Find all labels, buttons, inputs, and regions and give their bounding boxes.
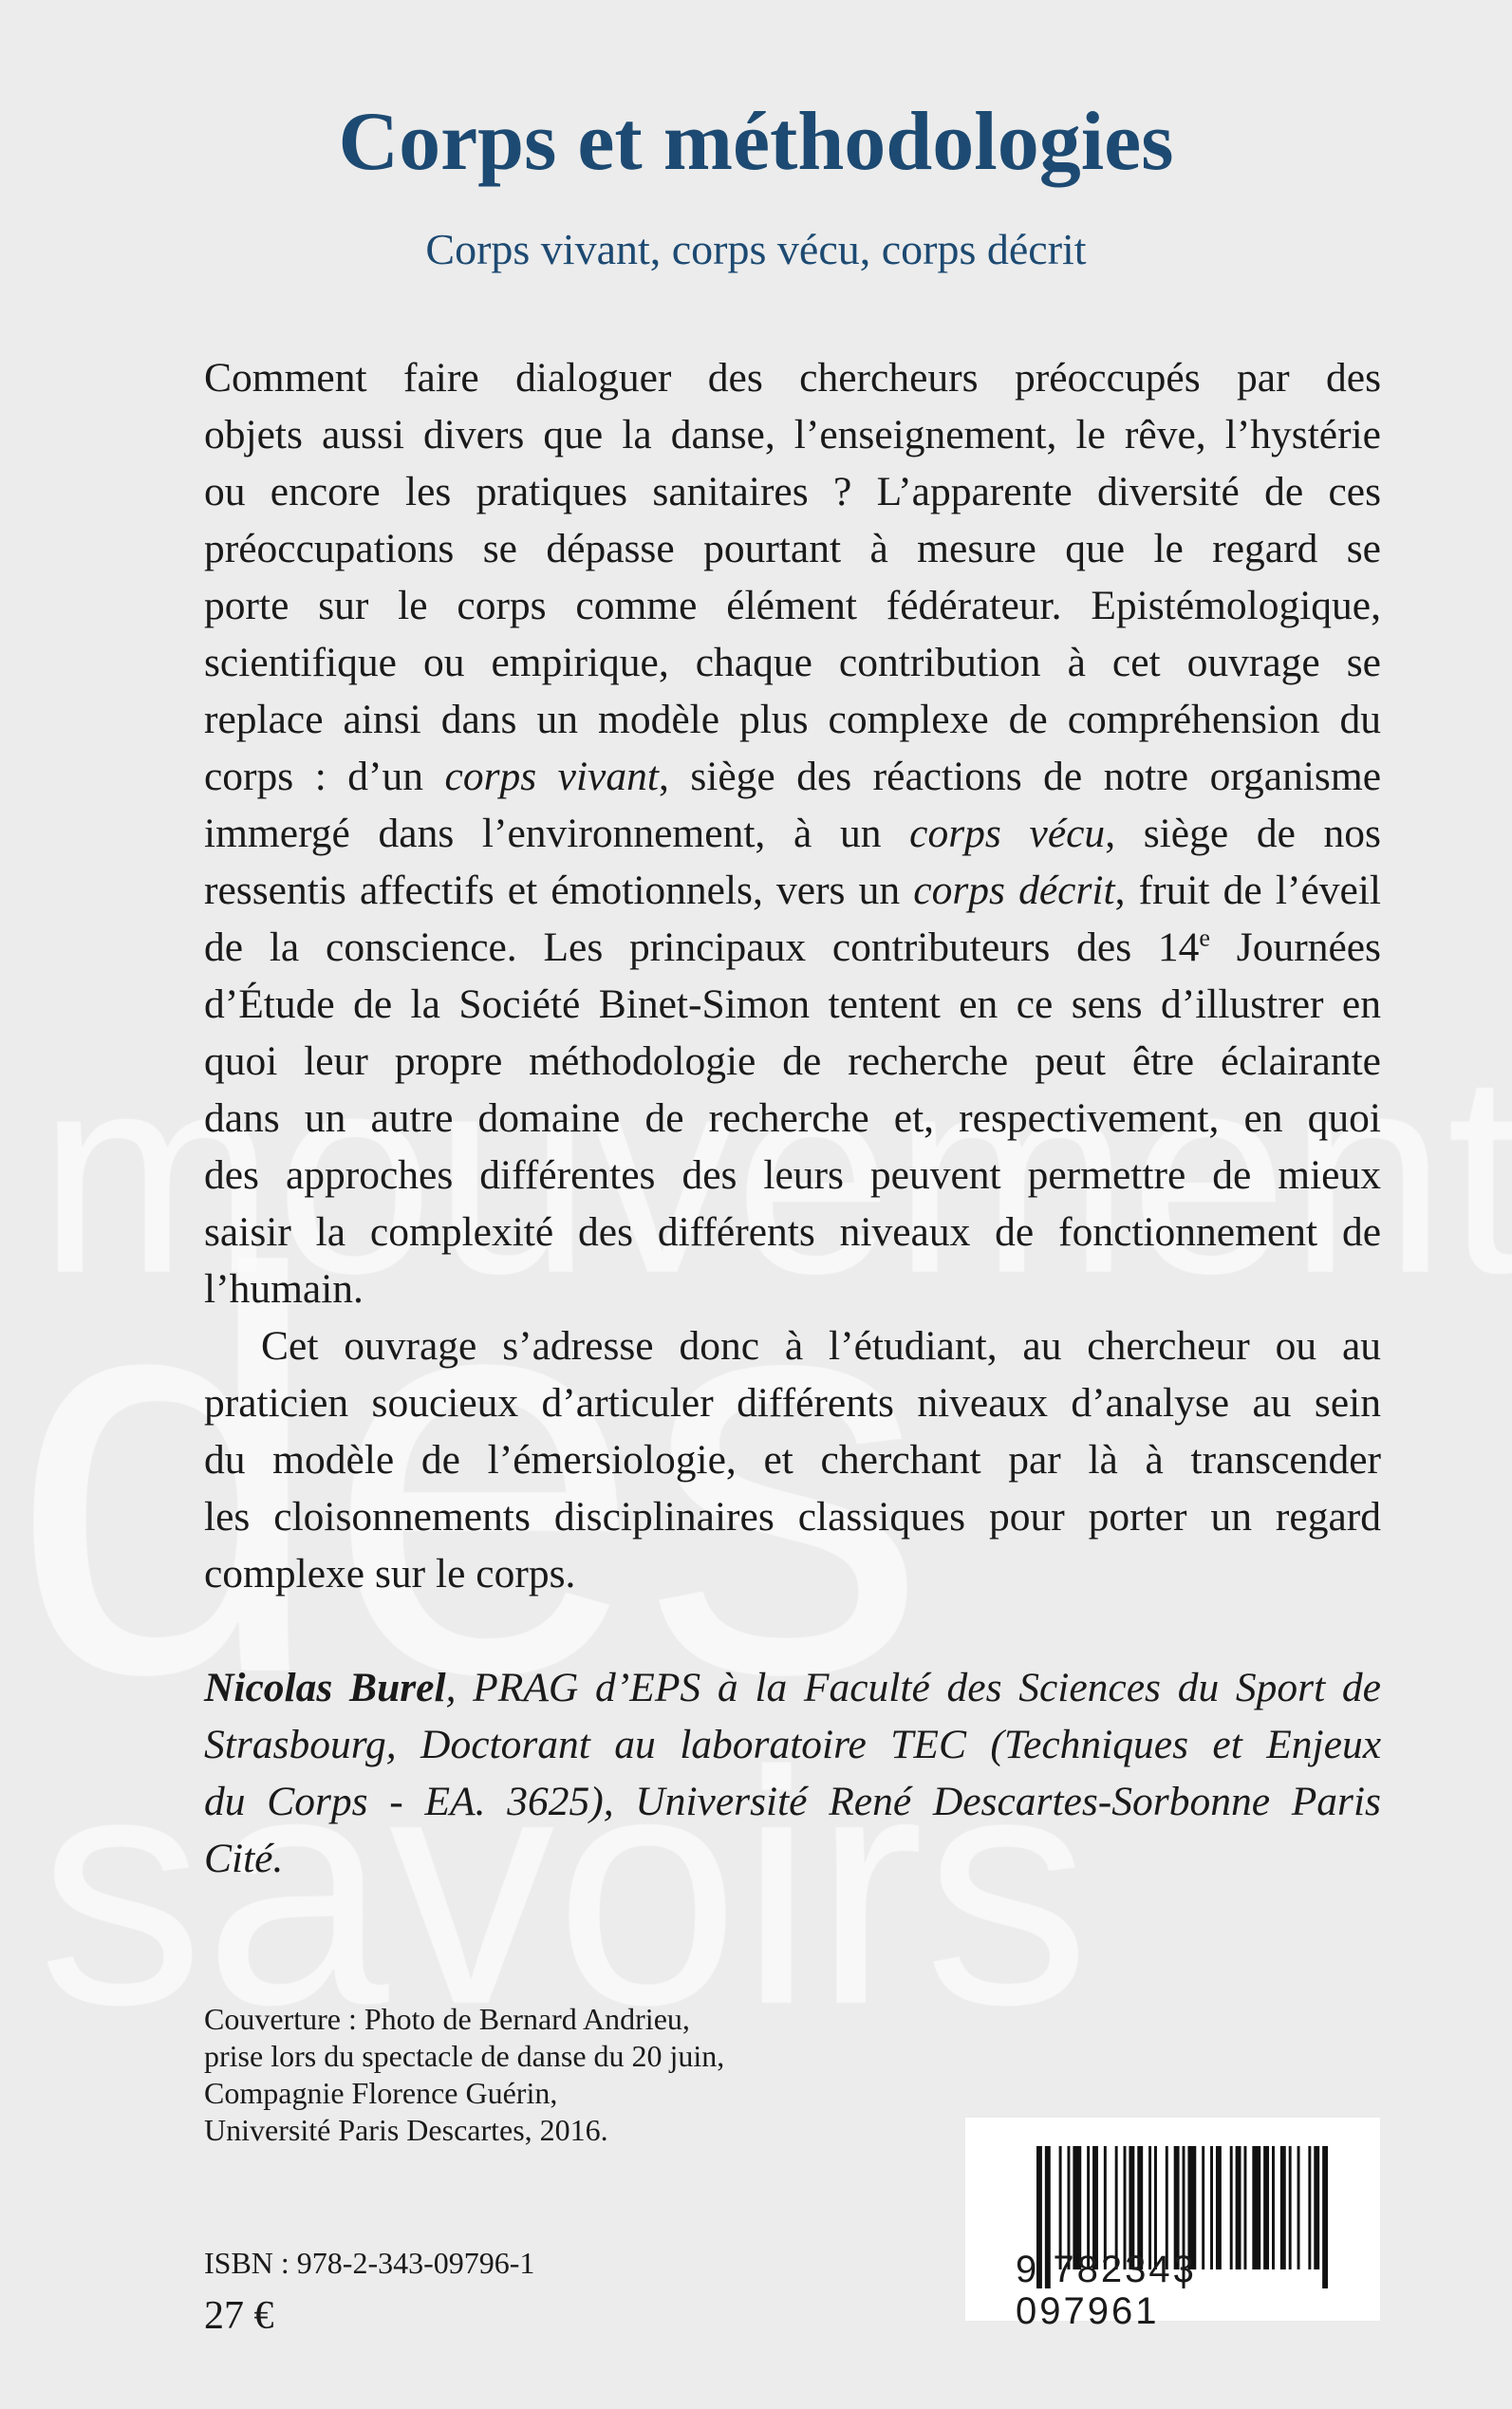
text-segment: Strasbourg, Doctorant au laboratoire TEC (Techniques et Enjeux bbox=[204, 1722, 1381, 1767]
text-segment: dans un autre domaine de recherche et, respectivement, en quoi bbox=[204, 1095, 1381, 1141]
text-line-content bbox=[204, 1431, 1381, 1488]
text-line-content bbox=[204, 406, 1381, 463]
text-line-content bbox=[204, 1204, 1381, 1261]
text-line-content bbox=[204, 1716, 1381, 1773]
text-line bbox=[204, 1773, 1381, 1830]
text-line-content bbox=[204, 1147, 1381, 1204]
emphasis: corps vivant bbox=[444, 754, 659, 799]
text-line-content bbox=[204, 634, 1381, 691]
text-segment: , fruit de l’éveil bbox=[1114, 868, 1381, 913]
text-segment: , PRAG d’EPS à la Faculté des Sciences du Sport de bbox=[445, 1665, 1381, 1710]
text-line bbox=[204, 862, 1381, 919]
text-segment: Comment faire dialoguer des chercheurs préoccupés par des bbox=[204, 355, 1381, 401]
text-segment: du modèle de l’émersiologie, et cherchant par là à transcender bbox=[204, 1437, 1381, 1483]
text-segment: , siège des réactions de notre organisme bbox=[658, 754, 1382, 799]
text-line bbox=[204, 976, 1381, 1033]
text-line-content bbox=[204, 1773, 1381, 1830]
text-segment: immergé dans l’environnement, à un bbox=[204, 811, 910, 856]
text-segment: scientifique ou empirique, chaque contribution à cet ouvrage se bbox=[204, 640, 1381, 685]
text-line-content bbox=[204, 976, 1381, 1033]
text-segment: saisir la complexité des différents niveaux de fonctionnement de bbox=[204, 1209, 1381, 1255]
text-line bbox=[204, 1090, 1381, 1147]
text-line bbox=[204, 634, 1381, 691]
text-line bbox=[204, 1317, 1381, 1374]
text-segment: l’humain. bbox=[204, 1266, 364, 1312]
cover-credits bbox=[204, 2001, 724, 2149]
text-line-content bbox=[204, 748, 1381, 805]
text-line bbox=[204, 1830, 1381, 1887]
text-line-content bbox=[204, 805, 1381, 862]
emphasis: corps vécu bbox=[909, 811, 1106, 856]
text-segment: complexe sur le corps. bbox=[204, 1551, 576, 1597]
text-segment: Cité. bbox=[204, 1836, 284, 1881]
text-line-content bbox=[204, 691, 1381, 748]
text-line-content bbox=[204, 520, 1381, 577]
isbn: ISBN : 978-2-343-09796-1 bbox=[204, 2246, 535, 2280]
text-line bbox=[204, 1545, 1381, 1602]
text-line-content bbox=[204, 1374, 1381, 1431]
text-segment: de la conscience. Les principaux contributeurs des 14 bbox=[204, 924, 1200, 970]
text-segment: replace ainsi dans un modèle plus complexe de compréhension du bbox=[204, 697, 1381, 742]
text-segment: quoi leur propre méthodologie de recherche peut être éclairante bbox=[204, 1038, 1381, 1084]
text-line-content bbox=[204, 577, 1381, 634]
text-line bbox=[204, 1431, 1381, 1488]
text-line-content bbox=[204, 1659, 1381, 1716]
text-segment: du Corps - EA. 3625), Université René Descartes-Sorbonne Paris bbox=[204, 1779, 1381, 1824]
barcode bbox=[965, 2118, 1380, 2332]
summary-paragraph-1 bbox=[204, 349, 1381, 1317]
text-line-content bbox=[204, 463, 1381, 520]
text-line-content bbox=[204, 1545, 575, 1602]
book-title: Corps et méthodologies bbox=[338, 96, 1174, 188]
text-line bbox=[204, 691, 1381, 748]
text-line-content bbox=[204, 1830, 283, 1887]
text-line bbox=[204, 1261, 1381, 1317]
credit-line: Couverture : Photo de Bernard Andrieu, bbox=[204, 2002, 690, 2036]
text-line-content bbox=[204, 862, 1381, 919]
text-line bbox=[204, 520, 1381, 577]
text-segment: praticien soucieux d’articuler différents niveaux d’analyse au sein bbox=[204, 1380, 1381, 1426]
text-line-content bbox=[261, 1317, 1381, 1374]
text-segment: des approches différentes des leurs peuvent permettre de mieux bbox=[204, 1152, 1381, 1198]
text-line bbox=[204, 463, 1381, 520]
superscript: e bbox=[1199, 924, 1210, 952]
credit-line: Université Paris Descartes, 2016. bbox=[204, 2113, 608, 2147]
book-subtitle: Corps vivant, corps vécu, corps décrit bbox=[425, 225, 1087, 273]
text-line bbox=[204, 406, 1381, 463]
text-line-content bbox=[204, 1488, 1381, 1545]
summary-paragraph-2 bbox=[204, 1317, 1381, 1602]
text-line-content bbox=[204, 1033, 1381, 1090]
author-bio bbox=[204, 1659, 1381, 1887]
text-line-content bbox=[204, 1090, 1381, 1147]
emphasis: corps décrit bbox=[913, 868, 1115, 913]
text-line bbox=[204, 1659, 1381, 1716]
author-name: Nicolas Burel bbox=[204, 1665, 446, 1710]
credit-line: prise lors du spectacle de danse du 20 juin, bbox=[204, 2039, 725, 2073]
text-line bbox=[204, 805, 1381, 862]
text-segment: objets aussi divers que la danse, l’enseignement, le rêve, l’hystérie bbox=[204, 412, 1381, 458]
text-line bbox=[204, 577, 1381, 634]
text-line bbox=[204, 1374, 1381, 1431]
text-segment: les cloisonnements disciplinaires classiques pour porter un regard bbox=[204, 1494, 1381, 1540]
text-line bbox=[204, 1204, 1381, 1261]
text-segment: ressentis affectifs et émotionnels, vers un bbox=[204, 868, 914, 913]
text-segment: , siège de nos bbox=[1105, 811, 1381, 856]
text-segment: Cet ouvrage s’adresse donc à l’étudiant, au chercheur ou au bbox=[261, 1323, 1381, 1369]
barcode-digits: 9 782343 097961 bbox=[1016, 2249, 1197, 2332]
text-line bbox=[204, 1488, 1381, 1545]
text-segment: ou encore les pratiques sanitaires ? L’apparente diversité de ces bbox=[204, 469, 1381, 514]
price: 27 € bbox=[204, 2294, 274, 2338]
credit-line: Compagnie Florence Guérin, bbox=[204, 2076, 558, 2110]
text-line-content bbox=[204, 919, 1381, 976]
text-line bbox=[204, 1716, 1381, 1773]
text-segment: corps : d’un bbox=[204, 754, 445, 799]
text-line bbox=[204, 349, 1381, 406]
text-segment: d’Étude de la Société Binet-Simon tentent en ce sens d’illustrer en bbox=[204, 981, 1381, 1027]
text-line bbox=[204, 1033, 1381, 1090]
text-segment: Journées bbox=[1210, 924, 1381, 970]
text-line-content bbox=[204, 1261, 364, 1317]
text-line bbox=[204, 748, 1381, 805]
text-segment: préoccupations se dépasse pourtant à mesure que le regard se bbox=[204, 526, 1381, 571]
text-line bbox=[204, 919, 1381, 976]
text-line bbox=[204, 1147, 1381, 1204]
text-line-content bbox=[204, 349, 1381, 406]
text-segment: porte sur le corps comme élément fédérateur. Epistémologique, bbox=[204, 583, 1381, 628]
